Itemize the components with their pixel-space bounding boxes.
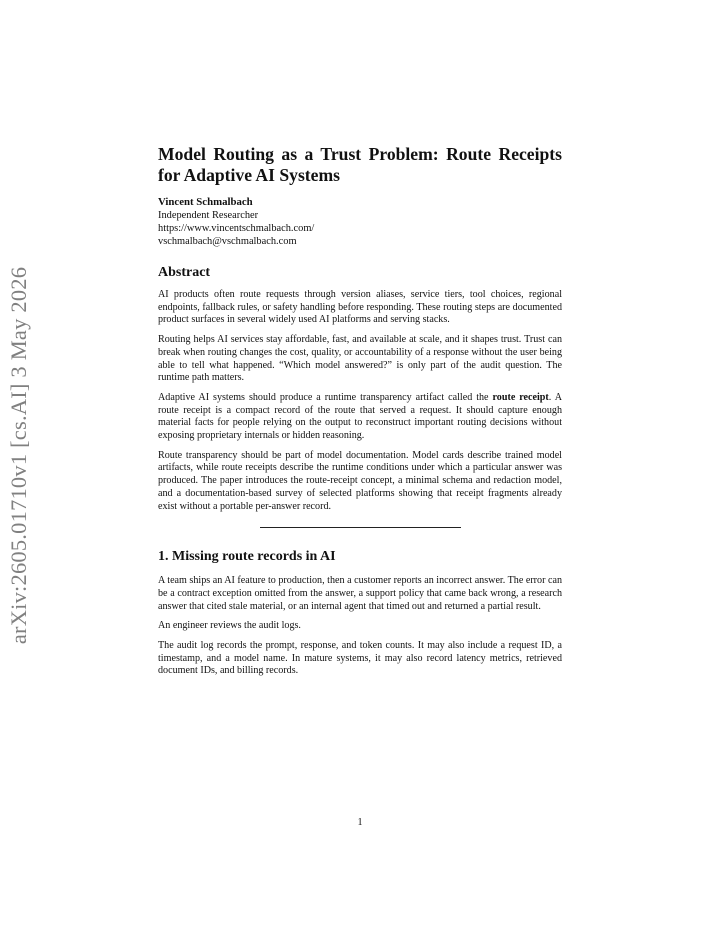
author-block <box>158 196 562 248</box>
paper-body <box>158 144 562 685</box>
section-1-paragraph-2: An engineer reviews the audit logs. <box>158 620 301 632</box>
abstract-paragraph-3 <box>158 392 562 443</box>
section-1-heading: 1. Missing route records in AI <box>158 549 336 565</box>
abstract-paragraph-1: AI products often route requests through version aliases, service tiers, tool choices, regional endpoints, fallback rules, or safety handling before responding. These routing steps are documented product surfaces in several widely used AI platforms and serving stacks. <box>158 289 562 326</box>
abstract-paragraph-3-lead: Adaptive AI systems should produce a runtime transparency artifact called the <box>158 391 493 403</box>
author-name: Vincent Schmalbach <box>158 196 253 208</box>
page-number: 1 <box>357 817 363 828</box>
section-divider <box>260 527 461 528</box>
author-website: https://www.vincentschmalbach.com/ <box>158 223 315 234</box>
abstract-paragraph-3-rest: . A route receipt is a compact record of the route that served a request. It should capture enough material facts for people relying on the output to reconstruct important routing decisions without exposing proprietary internals or hidden reasoning. <box>158 391 562 442</box>
section-1-paragraph-1: A team ships an AI feature to production, then a customer reports an incorrect answer. The error can be a contract exception omitted from the answer, a support policy that came back wrong, a research answer that cited stale material, or an internal agent that timed out and returned a partial result. <box>158 575 562 612</box>
section-1-paragraph-3: The audit log records the prompt, response, and token counts. It may also include a request ID, a timestamp, and a model name. In mature systems, it may also record latency metrics, retrieved document IDs, and billing records. <box>158 640 562 677</box>
abstract-paragraph-4: Route transparency should be part of model documentation. Model cards describe trained model artifacts, while route receipts describe the runtime conditions under which a particular answer was produced. The paper introduces the route-receipt concept, a minimal schema and redaction model, and a documentation-based survey of selected platforms showing that receipt fragments already exist without a portable per-answer record. <box>158 449 562 512</box>
arxiv-identifier-text: arXiv:2605.01710v1 [cs.AI] 3 May 2026 <box>6 266 31 645</box>
author-email: vschmalbach@vschmalbach.com <box>158 236 297 247</box>
abstract-paragraph-2: Routing helps AI services stay affordable, fast, and available at scale, and it shapes trust. Trust can break when routing changes the cost, quality, or accountability of a response without the user being able to tell what happened. “Which model answered?” is only part of the audit question. The runtime path matters. <box>158 334 562 384</box>
author-affiliation: Independent Researcher <box>158 210 259 221</box>
route-receipt-term: route receipt <box>492 391 549 403</box>
paper-title: Model Routing as a Trust Problem: Route Receipts for Adaptive AI Systems <box>158 144 562 185</box>
abstract-heading: Abstract <box>158 265 211 280</box>
